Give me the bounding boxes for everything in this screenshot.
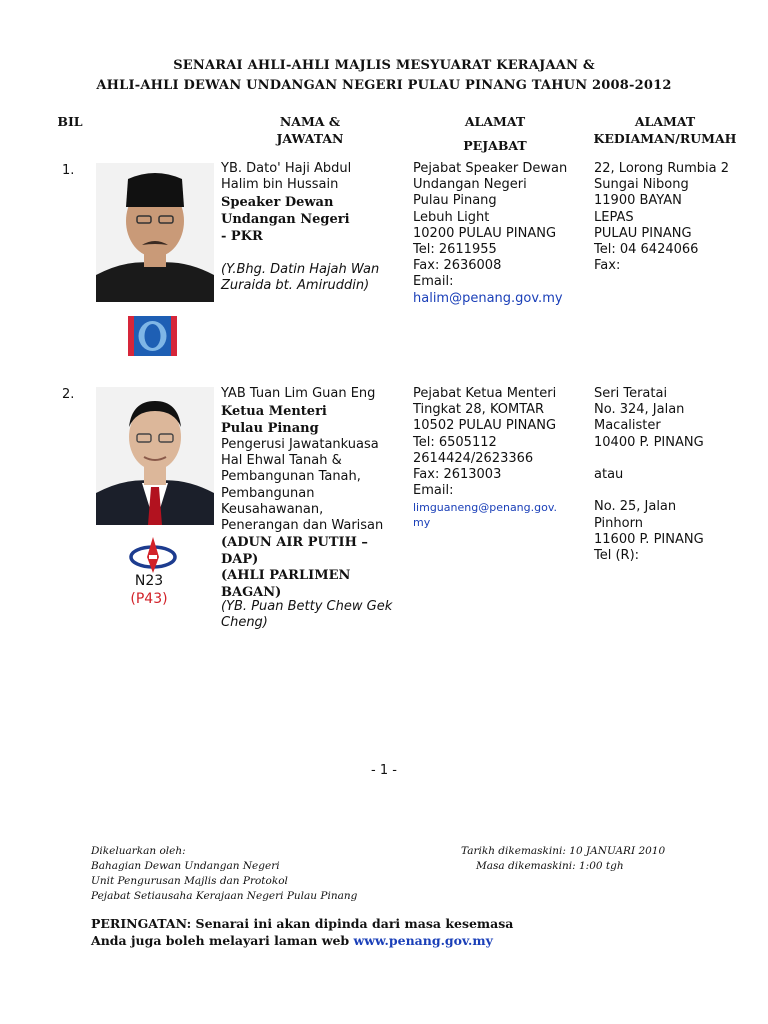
header-alamat-pejabat-1: ALAMAT	[464, 114, 526, 129]
entry-2-home-address: Seri Teratai No. 324, Jalan Macalister 10400 P. PINANG atau No. 25, Jalan Pinhorn 11600 P. PINANG Tel (R):	[594, 386, 704, 564]
dap-logo-seat-code: N23	[134, 573, 164, 589]
warning-line2-text: Anda juga boleh melayari laman web	[91, 933, 354, 948]
entry-2-spouse: (YB. Puan Betty Chew Gek Cheng)	[221, 599, 393, 631]
footer-updated-date: Tarikh dikemaskini: 10 JANUARI 2010	[461, 845, 666, 857]
entry-1-email-link[interactable]: halim@penang.gov.my	[413, 291, 563, 306]
warning-line1: PERINGATAN: Senarai ini akan dipinda dari masa kesemasa	[91, 916, 514, 931]
warning-line2	[91, 932, 711, 949]
entry-1-spouse: (Y.Bhg. Datin Hajah Wan Zuraida bt. Amiruddin)	[221, 262, 380, 294]
entry-2-office-address: Pejabat Ketua Menteri Tingkat 28, KOMTAR 10502 PULAU PINANG Tel: 6505112 2614424/2623366 Fax: 2613003 Email:	[413, 386, 557, 499]
entry-2-email-link[interactable]: limguaneng@penang.gov. my	[413, 501, 557, 529]
page-number: - 1 -	[371, 763, 397, 778]
entry-1-role: Speaker Dewan Undangan Negeri - PKR	[221, 195, 350, 244]
pkr-party-logo	[128, 316, 177, 356]
header-alamat-rumah-1: ALAMAT	[634, 114, 696, 129]
entry-1-number: 1.	[62, 163, 75, 178]
document-title-line1: SENARAI AHLI-AHLI MAJLIS MESYUARAT KERAJAAN &	[173, 58, 595, 73]
entry-2-number: 2.	[62, 387, 75, 402]
entry-1-office-address: Pejabat Speaker Dewan Undangan Negeri Pulau Pinang Lebuh Light 10200 PULAU PINANG Tel: 2611955 Fax: 2636008 Email:	[413, 161, 568, 290]
entry-1-home-address: 22, Lorong Rumbia 2 Sungai Nibong 11900 BAYAN LEPAS PULAU PINANG Tel: 04 6424066 Fax:	[594, 161, 729, 274]
footer-updated-time: Masa dikemaskini: 1:00 tgh	[476, 860, 624, 872]
entry-2-seat: (ADUN AIR PUTIH – DAP) (AHLI PARLIMEN BAGAN)	[221, 535, 368, 600]
entry-2-name: YAB Tuan Lim Guan Eng	[221, 386, 376, 401]
header-nama-jawatan: NAMA & JAWATAN	[276, 114, 344, 146]
entry-1-name: YB. Dato' Haji Abdul Halim bin Hussain	[221, 161, 352, 193]
entry-2-role: Ketua Menteri Pulau Pinang	[221, 404, 327, 436]
website-link[interactable]: www.penang.gov.my	[353, 933, 493, 948]
header-alamat-pejabat-2: PEJABAT	[463, 138, 527, 153]
footer-issued-by: Dikeluarkan oleh: Bahagian Dewan Undangan Negeri Unit Pengurusan Majlis dan Protokol Pejabat Setiausaha Kerajaan Negeri Pulau Pinang	[91, 845, 358, 902]
document-title-line2: AHLI-AHLI DEWAN UNDANGAN NEGERI PULAU PINANG TAHUN 2008-2012	[96, 78, 672, 93]
header-bil: BIL	[57, 114, 83, 129]
header-alamat-rumah-2: KEDIAMAN/RUMAH	[593, 131, 737, 146]
dap-party-logo	[128, 535, 178, 575]
entry-2-portfolio: Pengerusi Jawatankuasa Hal Ehwal Tanah & Pembangunan Tanah, Pembangunan Keusahawanan, Penerangan dan Warisan	[221, 437, 384, 534]
dap-logo-parliament-code: (P43)	[130, 591, 168, 607]
entry-2-photo	[96, 387, 214, 525]
entry-1-photo	[96, 163, 214, 302]
